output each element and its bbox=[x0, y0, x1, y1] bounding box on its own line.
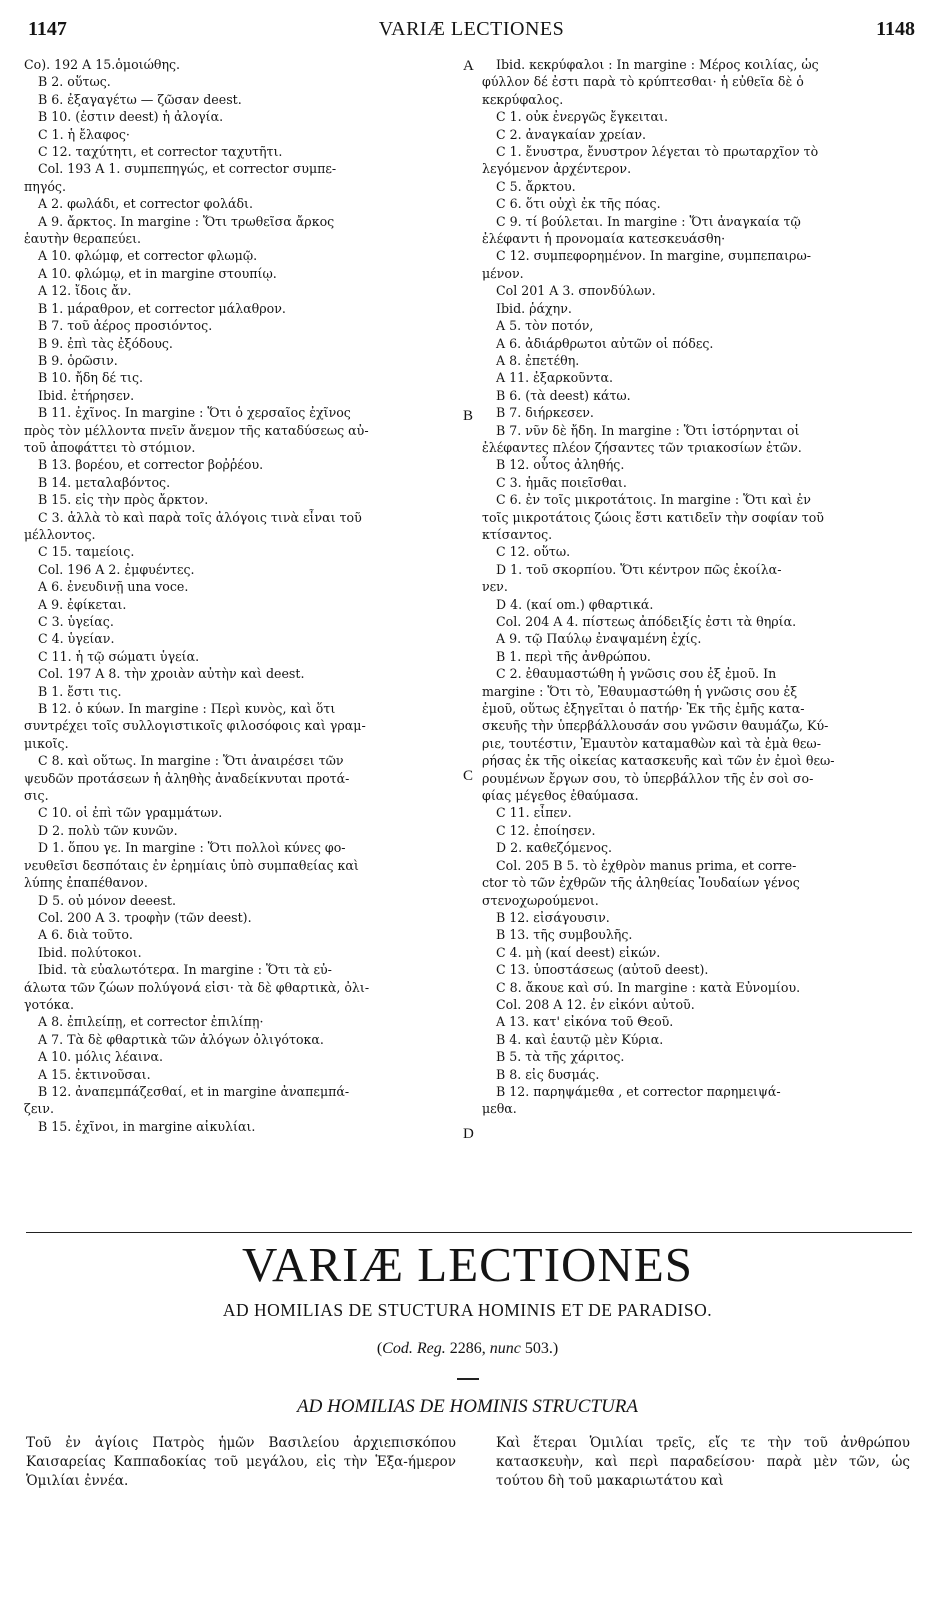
lectio-line: πηγός. bbox=[24, 178, 66, 194]
lectio-line: A 2. φωλάδι, et corrector φολάδι. bbox=[38, 196, 253, 212]
right-column bbox=[482, 56, 910, 1118]
lectio-line: C 11. ἡ τῷ σώματι ὑγεία. bbox=[38, 648, 200, 664]
lectio-line: C 13. ὑποστάσεως (αὐτοῦ deest). bbox=[496, 962, 709, 978]
lectio-line: ψευδῶν προτάσεων ἡ ἀληθὴς ἀναδείκνυται προτά- bbox=[24, 770, 350, 786]
lectio-line: A 9. ἄρκτος. In margine : Ὅτι τρωθεῖσα ἄρκος bbox=[38, 213, 335, 229]
lectio-line: C 6. ὅτι οὐχὶ ἐκ τῆς πόας. bbox=[496, 196, 661, 212]
lectio-line: C 3. ὑγείας. bbox=[38, 614, 114, 629]
lectio-line: C 2. ἐθαυμαστώθη ἡ γνῶσις σου ἐξ ἐμοῦ. In bbox=[496, 666, 777, 682]
lectio-line: A 15. ἐκτινοῦσαι. bbox=[38, 1066, 151, 1082]
lectio-line: A 5. τὸν ποτόν, bbox=[496, 318, 594, 334]
lectio-line: C 1. ἡ ἔλαφος· bbox=[38, 126, 130, 142]
lectio-line: B 12. παρηψάμεθα , et corrector παρημειψά- bbox=[496, 1083, 781, 1099]
lectio-line: νεν. bbox=[482, 579, 508, 595]
running-head bbox=[28, 18, 915, 46]
codex-nunc: nunc bbox=[489, 1340, 521, 1357]
lectio-line: B 10. (ἐστιν deest) ἡ ἀλογία. bbox=[38, 109, 224, 125]
lectio-line: B 12. ἀναπεμπάζεσθαί, et in margine ἀναπεμπά- bbox=[38, 1083, 350, 1099]
lectio-line: Ibid. πολύτοκοι. bbox=[38, 944, 142, 960]
lectio-line: στενοχωρούμενοι. bbox=[482, 892, 599, 908]
lectio-line: C 9. τί βούλεται. In margine : Ὅτι ἀναγκαία τῷ bbox=[496, 213, 801, 229]
lectio-line: B 11. ἐχῖνος. In margine : Ὅτι ὁ χερσαῖος ἐχῖνος bbox=[38, 405, 351, 421]
lectio-line: κεκρύφαλος. bbox=[482, 91, 564, 107]
lectio-line: μεθα. bbox=[482, 1101, 517, 1117]
lectio-line: σις. bbox=[24, 788, 49, 804]
lectio-line: Col. 196 A 2. ἐμφυέντες. bbox=[38, 561, 195, 577]
lectio-line: C 6. ἐν τοῖς μικροτάτοις. In margine : Ὅτι καὶ ἐν bbox=[496, 492, 811, 508]
lectio-line: D 5. οὐ μόνον deeest. bbox=[38, 892, 176, 908]
lectio-line: B 12. οὗτος ἀληθής. bbox=[496, 457, 625, 473]
lectio-line: D 1. τοῦ σκορπίου. Ὅτι κέντρον πῶς ἐκοίλα- bbox=[496, 561, 782, 577]
lectio-line: B 9. ὁρῶσιν. bbox=[38, 352, 118, 368]
short-rule bbox=[457, 1378, 479, 1380]
right-page-number: 1148 bbox=[876, 18, 915, 40]
lectio-line: B 2. οὕτως. bbox=[38, 74, 111, 90]
lectio-line: φίας μέγεθος ἐθαύμασα. bbox=[482, 788, 639, 804]
lectio-line: B 5. τὰ τῆς χάριτος. bbox=[496, 1049, 625, 1065]
lectio-line: B 6. (τὰ deest) κάτω. bbox=[496, 387, 631, 403]
lectio-line: B 1. μάραθρον, et corrector μάλαθρον. bbox=[38, 300, 286, 316]
lectio-line: ζειν. bbox=[24, 1101, 54, 1117]
lectio-line: B 7. τοῦ ἀέρος προσιόντος. bbox=[38, 318, 213, 334]
codex-abbr: Cod. Reg. bbox=[382, 1340, 446, 1357]
lectio-line: μέλλοντος. bbox=[24, 526, 96, 542]
lectio-line: C 3. ἡμᾶς ποιεῖσθαι. bbox=[496, 474, 627, 490]
lectio-line: B 13. τῆς συμβουλῆς. bbox=[496, 927, 633, 943]
lectio-line: C 4. ὑγείαν. bbox=[38, 631, 115, 647]
lectio-line: ctor τὸ τῶν ἐχθρῶν τῆς ἀληθείας Ἰουδαίων γένος bbox=[482, 875, 800, 891]
lectio-line: σκευῆς τὴν ὑπερβάλλουσάν σου γνῶσιν θαυμάζω, Κύ- bbox=[482, 718, 829, 734]
subsection-heading: AD HOMILIAS DE HOMINIS STRUCTURA bbox=[297, 1396, 638, 1417]
lectio-line: C 5. ἄρκτου. bbox=[496, 178, 576, 194]
lectio-line: C 12. ἐποίησεν. bbox=[496, 822, 596, 838]
lectio-line: Col. 208 A 12. ἐν εἰκόνι αὐτοῦ. bbox=[496, 996, 695, 1012]
lectio-line: ἑαυτὴν θεραπεύει. bbox=[24, 231, 142, 247]
section-marker-d: D bbox=[463, 1126, 474, 1142]
lectio-line: Col. 204 A 4. πίστεως ἀπόδειξίς ἐστι τὰ θηρία. bbox=[496, 614, 797, 629]
lectio-line: B 7. διήρκεσεν. bbox=[496, 405, 594, 421]
footer-left-paragraph: Τοῦ ἐν ἁγίοις Πατρὸς ἡμῶν Βασιλείου ἀρχιεπισκόπου Καισαρείας Καππαδοκίας τοῦ μεγάλου, εἰς τὴν Ἑξα-ήμερον Ὁμιλίαι ἐννέα. bbox=[26, 1435, 456, 1489]
lectio-line: κτίσαντος. bbox=[482, 526, 553, 542]
lectio-line: Col. 205 B 5. τὸ ἐχθρὸν manus prima, et corre- bbox=[496, 857, 797, 873]
lectio-line: Ibid. ῥάχην. bbox=[496, 300, 572, 316]
lectio-line: B 14. μεταλαβόντος. bbox=[38, 474, 171, 490]
section-marker-a: A bbox=[463, 58, 474, 74]
lectio-line: B 12. εἰσάγουσιν. bbox=[496, 909, 610, 925]
lectio-line: B 1. περὶ τῆς ἀνθρώπου. bbox=[496, 648, 651, 664]
lectio-line: A 8. ἐπιλείπῃ, et corrector ἐπιλίπῃ· bbox=[38, 1014, 264, 1030]
lectio-line: A 9. ἐφίκεται. bbox=[38, 596, 127, 612]
lectio-line: λύπης ἐπαπέθανον. bbox=[24, 875, 148, 891]
lectio-line: μένον. bbox=[482, 265, 524, 281]
lectio-line: B 8. εἰς δυσμάς. bbox=[496, 1066, 600, 1082]
footer-right-paragraph: Καὶ ἕτεραι Ὁμιλίαι τρεῖς, εἴς τε τὴν τοῦ ἀνθρώπου κατασκευὴν, καὶ περὶ παραδείσου· παρὰ μὲν τῶν, ὡς τούτου δὴ τοῦ μακαριωτάτου καὶ bbox=[496, 1435, 910, 1489]
lectio-line: B 4. καὶ ἑαυτῷ μὲν Κύρια. bbox=[496, 1031, 664, 1047]
lectio-line: B 13. βορέου, et corrector βοῤῥέου. bbox=[38, 457, 264, 473]
lectio-line: D 2. καθεζόμενος. bbox=[496, 840, 613, 856]
lectio-line: C 12. οὕτω. bbox=[496, 544, 571, 560]
lectio-line: B 12. ὁ κύων. In margine : Περὶ κυνὸς, καὶ ὅτι bbox=[38, 701, 336, 717]
lectio-line: C 8. ἄκουε καὶ σύ. In margine : κατὰ Εὐνομίου. bbox=[496, 979, 801, 995]
lectio-line: A 6. ἐνευδινῇ una voce. bbox=[38, 579, 189, 595]
lectio-line: άλωτα τῶν ζώων πολύγονά εἰσι· τὰ δὲ φθαρτικὰ, ὀλι- bbox=[24, 979, 370, 995]
lectio-line: C 11. εἶπεν. bbox=[496, 805, 572, 821]
lectio-line: A 10. φλώμῳ, et in margine στουπίῳ. bbox=[38, 265, 277, 281]
lectio-line: Col. 200 A 3. τροφὴν (τῶν deest). bbox=[38, 909, 252, 925]
lectio-line: D 4. (καί om.) φθαρτικά. bbox=[496, 596, 654, 612]
lectio-line: B 15. εἰς τὴν πρὸς ἄρκτον. bbox=[38, 492, 209, 508]
lectio-line: τοῦ ἀποφάττει τὸ στόμιον. bbox=[24, 439, 196, 455]
codex-end: 503.) bbox=[520, 1340, 559, 1357]
lectio-line: C 2. ἀναγκαίαν χρείαν. bbox=[496, 126, 646, 142]
lectio-line: A 13. κατ' εἰκόνα τοῦ Θεοῦ. bbox=[496, 1014, 674, 1030]
lectio-line: A 10. μόλις λέαινα. bbox=[38, 1049, 163, 1065]
lectio-line: C 15. ταμείοις. bbox=[38, 544, 135, 560]
lectio-line: C 1. ἔνυστρα, ἔνυστρον λέγεται τὸ πρωταρχῖον τὸ bbox=[496, 144, 819, 160]
running-title: VARIÆ LECTIONES bbox=[378, 18, 565, 40]
section-title: VARIÆ LECTIONES bbox=[241, 1237, 694, 1292]
lectio-line: Co). 192 A 15.ὁμοιώθης. bbox=[24, 57, 181, 72]
section-divider bbox=[26, 1232, 912, 1233]
codex-number: 2286, bbox=[445, 1340, 490, 1357]
lectio-line: A 6. διὰ τοῦτο. bbox=[38, 927, 133, 943]
lectio-line: A 11. ἐξαρκοῦντα. bbox=[496, 370, 613, 386]
lectio-line: B 7. νῦν δὲ ἤδη. In margine : Ὅτι ἱστόρηνται οἱ bbox=[496, 422, 800, 438]
lectio-line: τοῖς μικροτάτοις ζώοις ἔστι κατιδεῖν τὴν σοφίαν τοῦ bbox=[482, 509, 824, 525]
lectio-line: ἐλέφαντι ἡ προνομαία κατεσκευάσθη· bbox=[482, 231, 726, 247]
lectio-line: ριε, τουτέστιν, Ἐμαυτὸν καταμαθὼν καὶ τὰ ἐμὰ θεω- bbox=[482, 735, 821, 751]
codex-reference bbox=[0, 1340, 935, 1358]
left-column bbox=[24, 56, 456, 1135]
lectio-line: C 1. οὐκ ἐνεργῶς ἔγκειται. bbox=[496, 109, 668, 125]
lectio-line: λεγόμενον ἀρχέντερον. bbox=[482, 161, 632, 177]
lectio-line: A 6. ἀδιάρθρωτοι αὐτῶν οἱ πόδες. bbox=[496, 335, 714, 351]
lectio-line: D 2. πολὺ τῶν κυνῶν. bbox=[38, 822, 178, 838]
lectio-line: A 7. Τὰ δὲ φθαρτικὰ τῶν ἀλόγων ὀλιγότοκα. bbox=[38, 1031, 324, 1047]
lectio-line: πρὸς τὸν μέλλοντα πνεῖν ἄνεμον τῆς καταδύσεως αὐ- bbox=[24, 422, 369, 438]
lectio-line: φύλλον δέ ἐστι παρὰ τὸ κρύπτεσθαι· ἡ εὐθεῖα δὲ ὁ bbox=[482, 74, 804, 90]
lectio-line: A 12. ἴδοις ἄν. bbox=[38, 283, 132, 299]
codex-open: ( bbox=[376, 1340, 383, 1357]
lectio-line: C 10. οἱ ἐπὶ τῶν γραμμάτων. bbox=[38, 805, 223, 821]
lectio-line: B 6. ἐξαγαγέτω — ζῶσαν deest. bbox=[38, 91, 242, 107]
lectio-line: C 12. συμπεφορημένον. In margine, συμπεπαιρω- bbox=[496, 248, 811, 264]
lectio-line: γοτόκα. bbox=[24, 996, 75, 1012]
lectio-line: Ibid. ἐτήρησεν. bbox=[38, 387, 135, 403]
lectio-line: C 8. καὶ οὕτως. In margine : Ὅτι ἀναιρέσει τῶν bbox=[38, 753, 344, 769]
lectio-line: ρουμένων ἔργων σου, τὸ ὑπερβάλλον τῆς ἐν σοὶ σο- bbox=[482, 770, 814, 786]
section-marker-c: C bbox=[463, 768, 474, 784]
lectio-line: B 15. ἐχῖνοι, in margine αἰκυλίαι. bbox=[38, 1118, 256, 1134]
lectio-line: ἐμοῦ, οὕτως ἐξηγεῖται ὁ πατήρ· Ἐκ τῆς ἐμῆς κατα- bbox=[482, 701, 805, 717]
lectio-line: margine : Ὅτι τὸ, Ἐθαυμαστώθη ἡ γνῶσις σου ἐξ bbox=[482, 683, 798, 699]
lectio-line: B 1. ἔστι τις. bbox=[38, 683, 122, 699]
lectio-line: C 4. μὴ (καί deest) εἰκών. bbox=[496, 944, 661, 960]
lectio-line: A 9. τῷ Παύλῳ ἐναψαμένη ἐχίς. bbox=[496, 631, 702, 647]
lectio-line: Col. 193 A 1. συμπεπηγώς, et corrector συμπε- bbox=[38, 161, 337, 177]
lectio-line: συντρέχει τοῖς συλλογιστικοῖς φιλοσόφοις καὶ γραμ- bbox=[24, 718, 366, 734]
lectio-line: C 12. ταχύτητι, et corrector ταχυτῆτι. bbox=[38, 144, 283, 160]
lectio-line: Col 201 A 3. σπονδύλων. bbox=[496, 283, 656, 299]
lectio-line: ἐλέφαντες πλέον ζήσαντες τῶν τριακοσίων ἐτῶν. bbox=[482, 439, 802, 455]
section-marker-b: B bbox=[463, 408, 474, 424]
lectio-line: νευθεῖσι δεσπόταις ἐν ἐρημίαις ὑπὸ συμπαθείας καὶ bbox=[24, 857, 359, 873]
lectio-line: B 10. ἤδη δέ τις. bbox=[38, 370, 144, 386]
lectio-line: A 10. φλώμφ, et corrector φλωμῷ. bbox=[38, 248, 258, 264]
lectio-line: Col. 197 A 8. τὴν χροιὰν αὐτὴν καὶ deest. bbox=[38, 666, 305, 682]
section-subtitle: AD HOMILIAS DE STUCTURA HOMINIS ET DE PARADISO. bbox=[222, 1300, 713, 1320]
lectio-line: A 8. ἐπετέθη. bbox=[496, 352, 580, 368]
lectio-line: C 3. ἀλλὰ τὸ καὶ παρὰ τοῖς ἀλόγοις τινὰ εἶναι τοῦ bbox=[38, 509, 362, 525]
left-page-number: 1147 bbox=[28, 18, 67, 40]
lectio-line: Ibid. κεκρύφαλοι : In margine : Μέρος κοιλίας, ὡς bbox=[496, 57, 819, 72]
lectio-line: μικοῖς. bbox=[24, 735, 69, 751]
lectio-line: ρήσας ἐκ τῆς οἰκείας κατασκευῆς καὶ τῶν ἐν ἐμοὶ θεω- bbox=[482, 753, 835, 769]
lectio-line: B 9. ἐπὶ τὰς ἐξόδους. bbox=[38, 335, 173, 351]
lectio-line: Ibid. τὰ εὐαλωτότερα. In margine : Ὅτι τὰ εὐ- bbox=[38, 962, 332, 978]
lectio-line: D 1. ὅπου γε. In margine : Ὅτι πολλοὶ κύνες φο- bbox=[38, 840, 346, 856]
